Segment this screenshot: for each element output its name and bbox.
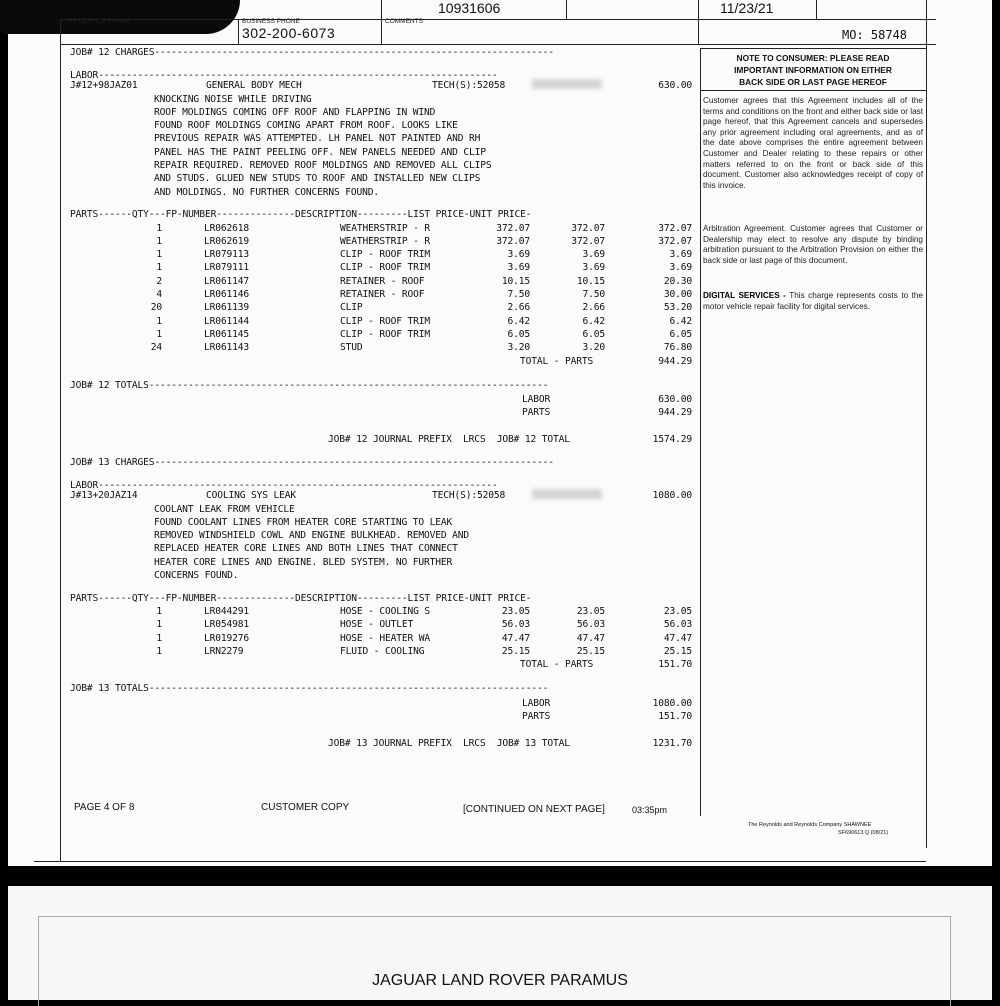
part-list-price: 23.05 <box>501 605 530 617</box>
totals-labor-label: LABOR <box>522 697 551 709</box>
part-unit-price: 47.47 <box>576 632 605 644</box>
part-list-price: 3.69 <box>507 262 530 274</box>
notice-title <box>700 52 926 88</box>
part-unit-price: 372.07 <box>571 222 605 234</box>
part-description: RETAINER - ROOF <box>340 275 425 287</box>
part-number: LR044291 <box>204 605 250 617</box>
part-qty: 24 <box>150 342 162 354</box>
part-row <box>70 645 700 658</box>
part-qty: 1 <box>156 235 162 247</box>
header-divider <box>566 0 567 19</box>
story-line: HEATER CORE LINES AND ENGINE. BLED SYSTEM. NO FURTHER <box>154 556 453 568</box>
part-qty: 1 <box>156 328 162 340</box>
labor-header: LABOR----------------------------------------------------------------------- <box>70 479 498 491</box>
part-number: LR061145 <box>204 328 250 340</box>
story-line: FOUND COOLANT LINES FROM HEATER CORE STARTING TO LEAK <box>154 516 453 528</box>
digital-services-title: DIGITAL SERVICES - <box>703 291 786 300</box>
part-total: 20.30 <box>663 275 692 287</box>
customer-copy: CUSTOMER COPY <box>261 802 350 813</box>
parts-header: PARTS------QTY---FP-NUMBER--------------DESCRIPTION---------LIST PRICE-UNIT PRICE- <box>70 592 532 604</box>
part-row <box>70 275 700 288</box>
redaction-mark <box>0 0 240 34</box>
part-number: LRN2279 <box>204 645 244 657</box>
part-unit-price: 3.69 <box>582 262 605 274</box>
story-line: ROOF MOLDINGS COMING OFF ROOF AND FLAPPING IN WIND <box>154 106 436 118</box>
part-description: HOSE - HEATER WA <box>340 632 431 644</box>
part-list-price: 2.66 <box>507 302 530 314</box>
invoice-page <box>8 0 992 866</box>
labor-title: COOLING SYS LEAK <box>206 490 297 502</box>
totals-parts-amount: 151.70 <box>658 711 692 723</box>
part-qty: 1 <box>156 632 162 644</box>
notice-title-line: NOTE TO CONSUMER: PLEASE READ <box>736 53 890 63</box>
tech-ids: TECH(S):52058 <box>432 490 506 502</box>
part-qty: 1 <box>156 619 162 631</box>
totals-labor-amount: 1080.00 <box>652 697 692 709</box>
part-total: 25.15 <box>663 645 692 657</box>
job-totals-header: JOB# 12 TOTALS----------------------------------------------------------------------- <box>70 379 549 391</box>
part-description: STUD <box>340 342 363 354</box>
tech-name-redacted <box>532 489 602 499</box>
story-line: REMOVED WINDSHIELD COWL AND ENGINE BULKHEAD. REMOVED AND <box>154 530 470 542</box>
mo-number: MO: 58748 <box>842 28 908 42</box>
job-totals-header: JOB# 13 TOTALS----------------------------------------------------------------------- <box>70 683 549 695</box>
part-row <box>70 315 700 328</box>
tech-name-redacted <box>532 79 602 89</box>
part-row <box>70 301 700 314</box>
part-description: HOSE - OUTLET <box>340 619 414 631</box>
part-unit-price: 6.42 <box>582 315 605 327</box>
part-list-price: 6.42 <box>507 315 530 327</box>
total-parts-label: TOTAL - PARTS <box>520 659 594 671</box>
part-total: 47.47 <box>663 632 692 644</box>
part-list-price: 47.47 <box>501 632 530 644</box>
part-list-price: 372.07 <box>496 235 530 247</box>
part-number: LR061143 <box>204 342 250 354</box>
story-line: REPAIR REQUIRED. REMOVED ROOF MOLDINGS AND REMOVED ALL CLIPS <box>154 160 492 172</box>
part-row <box>70 235 700 248</box>
part-list-price: 25.15 <box>501 645 530 657</box>
part-qty: 4 <box>156 289 162 301</box>
labor-line-code: J#12+98JAZ01 <box>70 80 138 92</box>
parts-header: PARTS------QTY---FP-NUMBER--------------DESCRIPTION---------LIST PRICE-UNIT PRICE- <box>70 209 532 221</box>
form-line: SF690613 Q (08/21) <box>838 830 889 836</box>
totals-labor-amount: 630.00 <box>658 394 692 406</box>
header-divider <box>816 0 817 19</box>
notice-title-rule <box>700 90 926 91</box>
story-line: KNOCKING NOISE WHILE DRIVING <box>154 93 312 105</box>
part-description: CLIP - ROOF TRIM <box>340 249 431 261</box>
part-unit-price: 10.15 <box>576 275 605 287</box>
top-number: 10931606 <box>438 0 501 16</box>
company-line: The Reynolds and Reynolds Company SHAWNEE <box>748 822 872 828</box>
dealer-name: JAGUAR LAND ROVER PARAMUS <box>372 972 628 989</box>
part-unit-price: 372.07 <box>571 235 605 247</box>
story-line: AND STUDS. GLUED NEW STUDS TO ROOF AND INSTALLED NEW CLIPS <box>154 173 481 185</box>
page-right-border <box>926 0 927 848</box>
total-parts-label: TOTAL - PARTS <box>520 355 594 367</box>
labor-amount: 1080.00 <box>652 490 692 502</box>
part-unit-price: 56.03 <box>576 619 605 631</box>
part-row <box>70 248 700 261</box>
notice-top-rule <box>700 48 926 49</box>
part-description: WEATHERSTRIP - R <box>340 222 431 234</box>
page-bottom-border <box>34 861 926 862</box>
story-line: COOLANT LEAK FROM VEHICLE <box>154 503 295 515</box>
header-divider <box>381 0 382 44</box>
part-total: 76.80 <box>663 342 692 354</box>
page-number: PAGE 4 OF 8 <box>74 802 135 813</box>
part-list-price: 372.07 <box>496 222 530 234</box>
part-description: CLIP <box>340 302 363 314</box>
part-qty: 1 <box>156 262 162 274</box>
story-line: PANEL HAS THE PAINT PEELING OFF. NEW PANELS NEEDED AND CLIP <box>154 146 486 158</box>
header-divider <box>238 19 239 44</box>
part-total: 3.69 <box>669 262 692 274</box>
header-rule <box>60 19 936 20</box>
totals-parts-label: PARTS <box>522 407 551 419</box>
invoice-date: 11/23/21 <box>720 0 774 16</box>
notice-terms: Customer agrees that this Agreement includes all of the terms and conditions on the front and either back side or last page hereof, that this Agreement cancels and supersedes any prior agreement including oral agreements, and as of the date above comprises the entire agreement between Customer and Dealer relating to these repairs or other matters referred to on the front or back side of this document. Customer also acknowledges receipt of copy of this invoice. <box>703 96 923 190</box>
part-unit-price: 2.66 <box>582 302 605 314</box>
part-qty: 1 <box>156 315 162 327</box>
totals-labor-label: LABOR <box>522 394 551 406</box>
part-number: LR062619 <box>204 235 250 247</box>
part-total: 23.05 <box>663 605 692 617</box>
part-unit-price: 7.50 <box>582 289 605 301</box>
story-line: CONCERNS FOUND. <box>154 570 239 582</box>
next-page-preview <box>8 886 992 1000</box>
next-page-border <box>38 916 950 917</box>
header-divider <box>698 0 699 44</box>
part-row <box>70 288 700 301</box>
header-bottom-rule <box>60 44 936 45</box>
part-qty: 20 <box>150 302 162 314</box>
part-number: LR019276 <box>204 632 250 644</box>
labor-title: GENERAL BODY MECH <box>206 80 302 92</box>
job-total-amount: 1231.70 <box>652 737 692 749</box>
part-number: LR079113 <box>204 249 250 261</box>
notice-divider <box>700 48 701 816</box>
part-list-price: 6.05 <box>507 328 530 340</box>
part-number: LR062618 <box>204 222 250 234</box>
part-row <box>70 328 700 341</box>
part-description: CLIP - ROOF TRIM <box>340 315 431 327</box>
part-description: CLIP - ROOF TRIM <box>340 328 431 340</box>
part-row <box>70 261 700 274</box>
part-qty: 1 <box>156 222 162 234</box>
total-parts-amount: 151.70 <box>658 659 692 671</box>
part-description: CLIP - ROOF TRIM <box>340 262 431 274</box>
job-lines <box>70 46 700 816</box>
business-phone: 302-200-6073 <box>242 25 336 41</box>
part-description: RETAINER - ROOF <box>340 289 425 301</box>
part-number: LR061144 <box>204 315 250 327</box>
residence-phone-label: RESIDENCE PHONE <box>68 18 131 25</box>
story-line: PREVIOUS REPAIR WAS ATTEMPTED. LH PANEL NOT PAINTED AND RH <box>154 133 481 145</box>
part-number: LR061139 <box>204 302 250 314</box>
part-row <box>70 618 700 631</box>
business-phone-label: BUSINESS PHONE <box>242 18 300 25</box>
part-list-price: 3.69 <box>507 249 530 261</box>
labor-header: LABOR----------------------------------------------------------------------- <box>70 69 498 81</box>
part-list-price: 7.50 <box>507 289 530 301</box>
part-qty: 1 <box>156 605 162 617</box>
notice-digital-services <box>703 291 923 312</box>
part-row <box>70 632 700 645</box>
part-total: 53.20 <box>663 302 692 314</box>
part-total: 3.69 <box>669 249 692 261</box>
part-qty: 1 <box>156 249 162 261</box>
part-total: 372.07 <box>658 222 692 234</box>
part-list-price: 3.20 <box>507 342 530 354</box>
labor-line-code: J#13+20JAZ14 <box>70 490 138 502</box>
part-qty: 2 <box>156 275 162 287</box>
totals-parts-amount: 944.29 <box>658 407 692 419</box>
part-total: 6.42 <box>669 315 692 327</box>
part-row <box>70 605 700 618</box>
part-unit-price: 3.69 <box>582 249 605 261</box>
notice-title-line: IMPORTANT INFORMATION ON EITHER <box>734 65 892 75</box>
next-page-border <box>38 916 39 1006</box>
part-unit-price: 25.15 <box>576 645 605 657</box>
part-unit-price: 23.05 <box>576 605 605 617</box>
part-description: FLUID - COOLING <box>340 645 425 657</box>
journal-line: JOB# 12 JOURNAL PREFIX LRCS JOB# 12 TOTAL <box>328 434 570 446</box>
part-list-price: 10.15 <box>501 275 530 287</box>
part-list-price: 56.03 <box>501 619 530 631</box>
part-number: LR061147 <box>204 275 250 287</box>
labor-amount: 630.00 <box>658 80 692 92</box>
part-total: 6.05 <box>669 328 692 340</box>
tech-ids: TECH(S):52058 <box>432 80 506 92</box>
print-time: 03:35pm <box>632 805 668 815</box>
part-number: LR061146 <box>204 289 250 301</box>
part-unit-price: 6.05 <box>582 328 605 340</box>
story-line: FOUND ROOF MOLDINGS COMING APART FROM ROOF. LOOKS LIKE <box>154 120 458 132</box>
part-row <box>70 222 700 235</box>
part-unit-price: 3.20 <box>582 342 605 354</box>
part-qty: 1 <box>156 645 162 657</box>
continued-note: [CONTINUED ON NEXT PAGE] <box>463 804 605 815</box>
job-charges-header: JOB# 12 CHARGES----------------------------------------------------------------------- <box>70 47 554 58</box>
story-line: REPLACED HEATER CORE LINES AND BOTH LINES THAT CONNECT <box>154 543 458 555</box>
totals-parts-label: PARTS <box>522 711 551 723</box>
job-total-amount: 1574.29 <box>652 434 692 446</box>
part-total: 56.03 <box>663 619 692 631</box>
page-left-border <box>60 19 61 861</box>
part-description: HOSE - COOLING S <box>340 605 431 617</box>
job-charges-header: JOB# 13 CHARGES----------------------------------------------------------------------- <box>70 457 554 468</box>
story-line: AND MOLDINGS. NO FURTHER CONCERNS FOUND. <box>154 186 380 198</box>
total-parts-amount: 944.29 <box>658 355 692 367</box>
notice-title-line: BACK SIDE OR LAST PAGE HEREOF <box>739 77 887 87</box>
part-total: 30.00 <box>663 289 692 301</box>
part-total: 372.07 <box>658 235 692 247</box>
part-description: WEATHERSTRIP - R <box>340 235 431 247</box>
digital-services-text: This charge represents costs to the motor vehicle repair facility for digital services. <box>703 291 923 311</box>
part-row <box>70 341 700 354</box>
part-number: LR054981 <box>204 619 250 631</box>
notice-arbitration: Arbitration Agreement. Customer agrees that Customer or Dealership may elect to resolve any dispute by binding arbitration pursuant to the Arbitration Provision on either the back side or last page of this document. <box>703 224 923 265</box>
part-number: LR079111 <box>204 262 250 274</box>
next-page-border <box>950 916 951 1006</box>
journal-line: JOB# 13 JOURNAL PREFIX LRCS JOB# 13 TOTAL <box>328 737 570 749</box>
comments-label: COMMENTS <box>385 18 423 25</box>
